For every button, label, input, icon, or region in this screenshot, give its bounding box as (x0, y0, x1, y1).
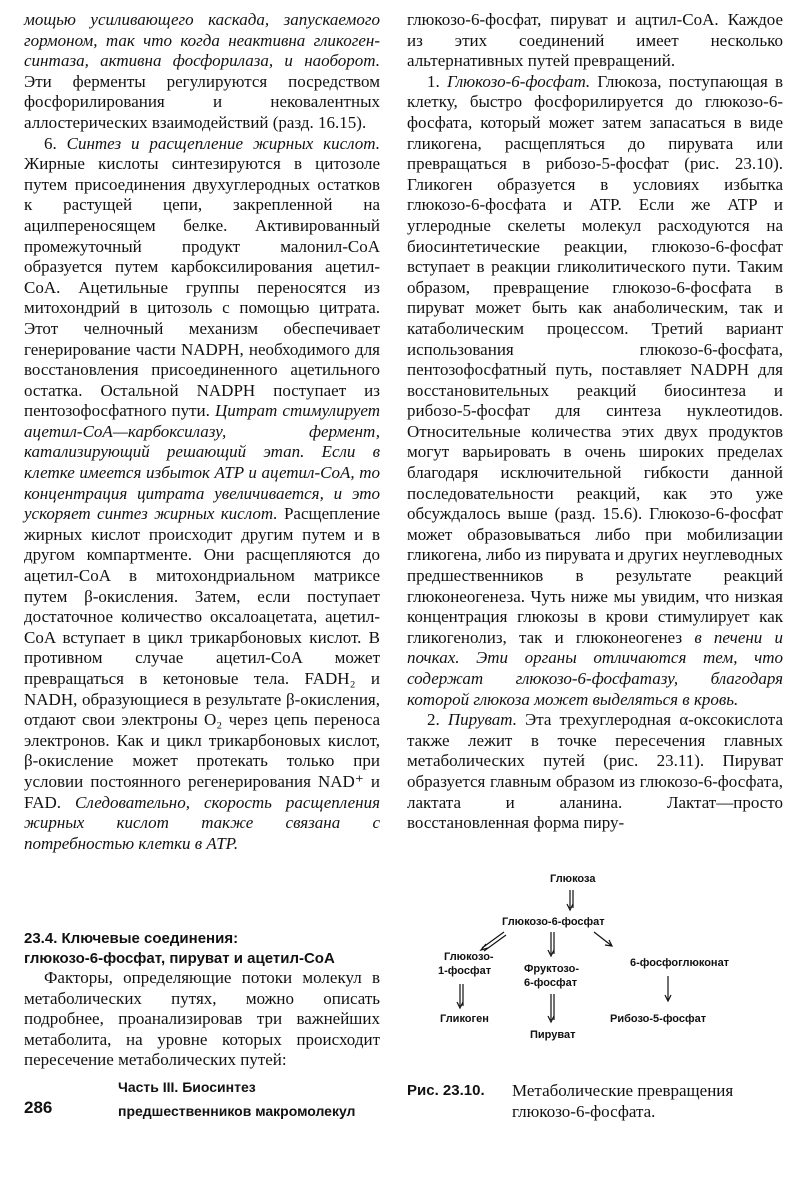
arrow-g6p-f6p (548, 932, 554, 956)
right-paragraph-2: 1. Глюкозо-6-фосфат. Глюкоза, поступающая в клетку, быстро фосфорилируется до глюкозо-6-фосфата, который может затем запасаться в виде гликогена, расщепляться до пирувата или превращаться в рибозо-5-фосфат (рис. 23.10). Гликоген образуется в условиях избытка глюкозо-6-фосфата и ATP. Если же ATP и углеродные скелеты молекул расходуются на биосинтетические реакции, глюкозо-6-фосфат вступает в реакции гликолитического пути. Таким образом, превращение глюкозо-6-фосфата в пируват может быть как анаболическим, так и катаболическим процессом. Третий вариант использования глюкозо-6-фосфата, пентозофосфатный путь, поставляет NADPH для восстановительных реакций биосинтеза и рибозо-5-фосфат для синтеза нуклеотидов. Относительные количества этих двух продуктов могут варьировать в очень широких пределах благодаря исключительной гибкости данной последовательности реакций, как это уже обсуждалось выше (разд. 15.6). Глюкозо-6-фосфат может образовываться либо при мобилизации гликогена, либо из пирувата и других неуглеводных предшественников в результате реакций глюконеогенеза. Чуть ниже мы увидим, что низкая концентрация глюкозы в крови стимулирует как гликогенолиз, так и глюконеогенез в печени и почках. Эти органы отличаются тем, что содержат глюкозо-6-фосфатазу, благодаря которой глюкоза может выделяться в кровь. (407, 71, 783, 709)
node-fructose-6-phosphate-line1: Фруктозо- (524, 963, 579, 975)
page-number: 286 (24, 1098, 53, 1117)
node-6-phosphogluconate: 6-фосфоглюконат (630, 957, 730, 969)
section-body: Факторы, определяющие потоки молекул в метаболических путях, можно описать подробнее, проанализировав три важнейших метаболита, на уровне которых происходит пересечение метаболических путей: (24, 968, 380, 1070)
metabolic-diagram (412, 868, 782, 1058)
node-glucose: Глюкоза (550, 873, 596, 885)
node-glucose-6-phosphate: Глюкозо-6-фосфат (502, 916, 605, 928)
caption-label: Рис. 23.10. (407, 1082, 485, 1099)
left-paragraph-2: 6. Синтез и расщепление жирных кислот. Жирные кислоты синтезируются в цитозоле путем присоединения двухуглеродных остатков к растущей цепи, закрепленной на ацилпереносящем белке. Активированный промежуточный продукт малонил-CoA образуется путем карбоксилирования ацетил-CoA. Ацетильные группы переносятся из митохондрий в цитозоль с помощью цитрата. Этот челночный механизм обеспечивает генерирование части NADPH, необходимого для восстановления присоединенного ацетильного остатка. Остальной NADPH поступает из пентозофосфатного пути. Цитрат стимулирует ацетил-CoA—карбоксилазу, фермент, катализирующий решающий этап. Если в клетке имеется избыток ATP и ацетил-CoA, то концентрация цитрата увеличивается, и это ускоряет синтез жирных кислот. Расщепление жирных кислот происходит другим путем и в другом компартменте. Они расщепляются до ацетил-CoA в митохондриальном матриксе путем β-окисления. Затем, если поступает достаточное количество оксалоацетата, ацетил-CoA вступает в цикл трикарбоновых кислот. В противном случае ацетил-CoA может превращаться в кетоновые тела. FADH₂ и NADH, образующиеся в результате β-окисления, отдают свои электроны O₂ через цепь переноса электронов. Как и цикл трикарбоновых кислот, β-окисление может протекать только при условии постоянного регенерирования NAD⁺ и FAD. Следовательно, скорость расщепления жирных кислот также связана с потребностью клетки в ATP. (24, 133, 380, 853)
node-fructose-6-phosphate-line2: 6-фосфат (524, 977, 578, 989)
right-column (407, 10, 783, 834)
footer-line-2: предшественников макромолекул (118, 1103, 356, 1119)
footer-line-1: Часть III. Биосинтез (118, 1079, 256, 1095)
left-paragraph-1: мощью усиливающего каскада, запускаемого гормоном, так что когда неактивна гликоген-синтаза, активна фосфорилаза, и наоборот. Эти ферменты регулируются посредством фосфорилирования и нековалентных аллостерических взаимодействий (разд. 16.15). (24, 10, 380, 132)
left-column (24, 10, 380, 854)
section-heading (24, 929, 384, 969)
right-paragraph-3: 2. Пируват. Эта трехуглеродная α-оксокислота также лежит в точке пересечения главных метаболических путей (рис. 23.11). Пируват образуется главным образом из глюкозо-6-фосфата, лактата и аланина. Лактат—просто восстановленная форма пиру- (407, 710, 783, 833)
caption-text: Метаболические превращения глюкозо-6-фосфата. (512, 1081, 734, 1121)
node-glucose-1-phosphate-line1: Глюкозо- (444, 951, 494, 963)
node-pyruvate: Пируват (530, 1029, 576, 1041)
arrow-g6p-g1p (481, 932, 506, 951)
node-glycogen: Гликоген (440, 1013, 489, 1025)
arrow-g1p-glycogen (457, 984, 463, 1008)
section-heading-line-1: 23.4. Ключевые соединения: (24, 930, 239, 947)
arrow-pgluconate-ribose (665, 976, 671, 1001)
node-ribose-5-phosphate: Рибозо-5-фосфат (610, 1013, 707, 1025)
node-glucose-1-phosphate-line2: 1-фосфат (438, 965, 492, 977)
arrow-f6p-pyruvate (548, 994, 554, 1022)
section-heading-line-2: глюкозо-6-фосфат, пируват и ацетил-CoA (24, 950, 335, 967)
arrow-glucose-g6p (567, 890, 573, 910)
right-paragraph-1: глюкозо-6-фосфат, пируват и ацтил-CoA. Каждое из этих соединений имеет несколько альтернативных путей превращений. (407, 10, 783, 71)
running-footer (118, 1075, 380, 1123)
arrow-g6p-pgluconate (594, 932, 612, 946)
